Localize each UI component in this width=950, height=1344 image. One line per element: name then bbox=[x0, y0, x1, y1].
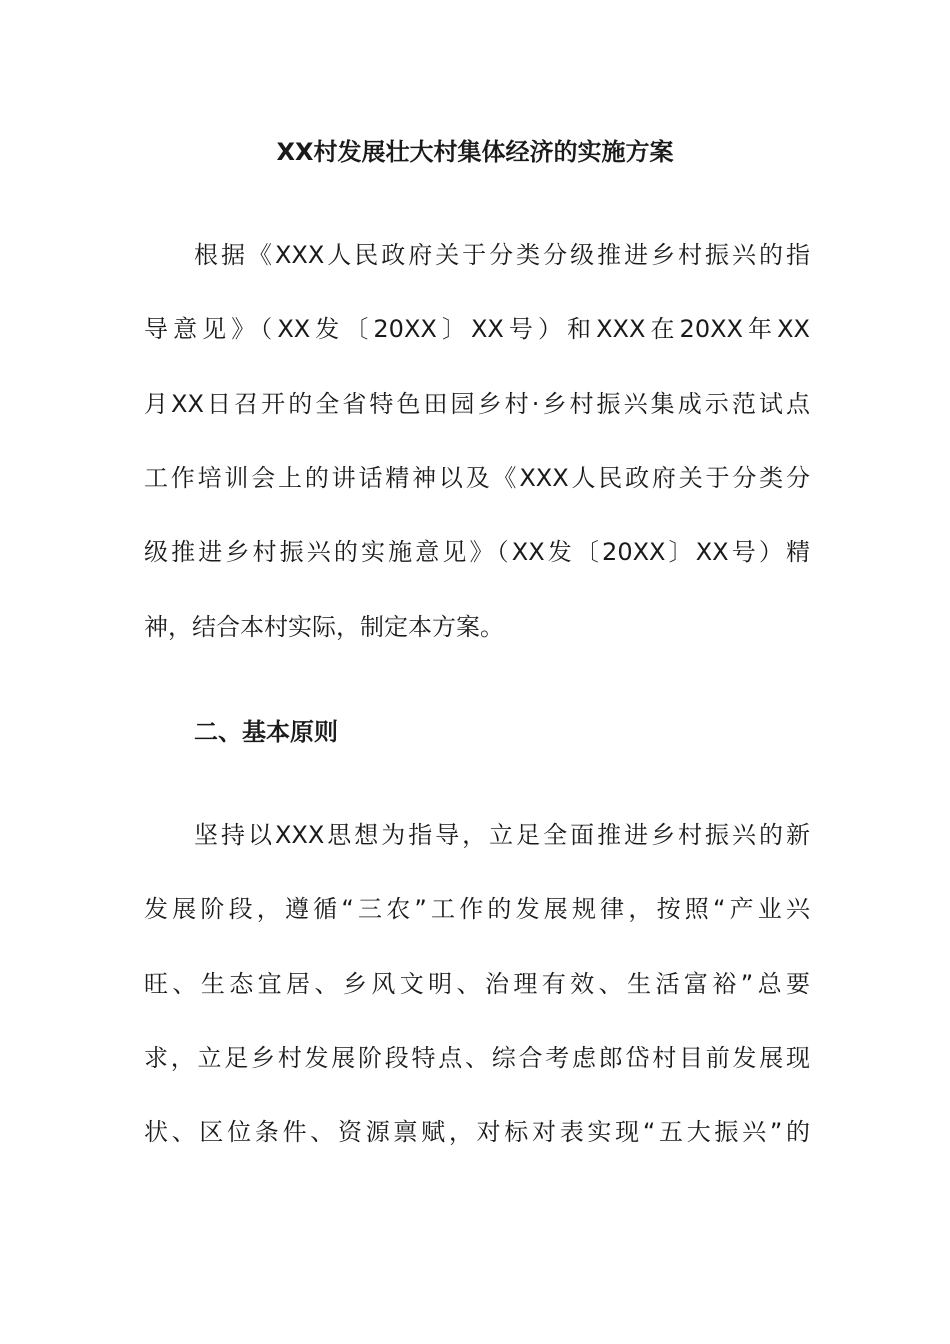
paragraph-line: 状、区位条件、资源禀赋，对标对表实现“五大振兴”的 bbox=[144, 1118, 810, 1146]
paragraph-line: 月XX日召开的全省特色田园乡村·乡村振兴集成示范试点 bbox=[144, 390, 810, 418]
document-title: XX村发展壮大村集体经济的实施方案 bbox=[276, 138, 674, 166]
paragraph-line: 导意见》（XX发〔20XX〕XX号）和XXX在20XX年XX bbox=[144, 315, 810, 343]
paragraph-line: 级推进乡村振兴的实施意见》（XX发〔20XX〕XX号）精 bbox=[144, 538, 810, 566]
section-heading: 二、基本原则 bbox=[194, 718, 338, 746]
paragraph-line: 神，结合本村实际，制定本方案。 bbox=[144, 613, 504, 641]
paragraph-line: 发展阶段，遵循“三农”工作的发展规律，按照“产业兴 bbox=[144, 895, 810, 923]
paragraph-line: 工作培训会上的讲话精神以及《XXX人民政府关于分类分 bbox=[144, 464, 810, 492]
paragraph-line: 旺、生态宜居、乡风文明、治理有效、生活富裕”总要 bbox=[144, 970, 810, 998]
paragraph-line: 求，立足乡村发展阶段特点、综合考虑郎岱村目前发展现 bbox=[144, 1044, 810, 1072]
paragraph-line: 坚持以XXX思想为指导，立足全面推进乡村振兴的新 bbox=[194, 821, 810, 849]
paragraph-line: 根据《XXX人民政府关于分类分级推进乡村振兴的指 bbox=[194, 241, 810, 269]
